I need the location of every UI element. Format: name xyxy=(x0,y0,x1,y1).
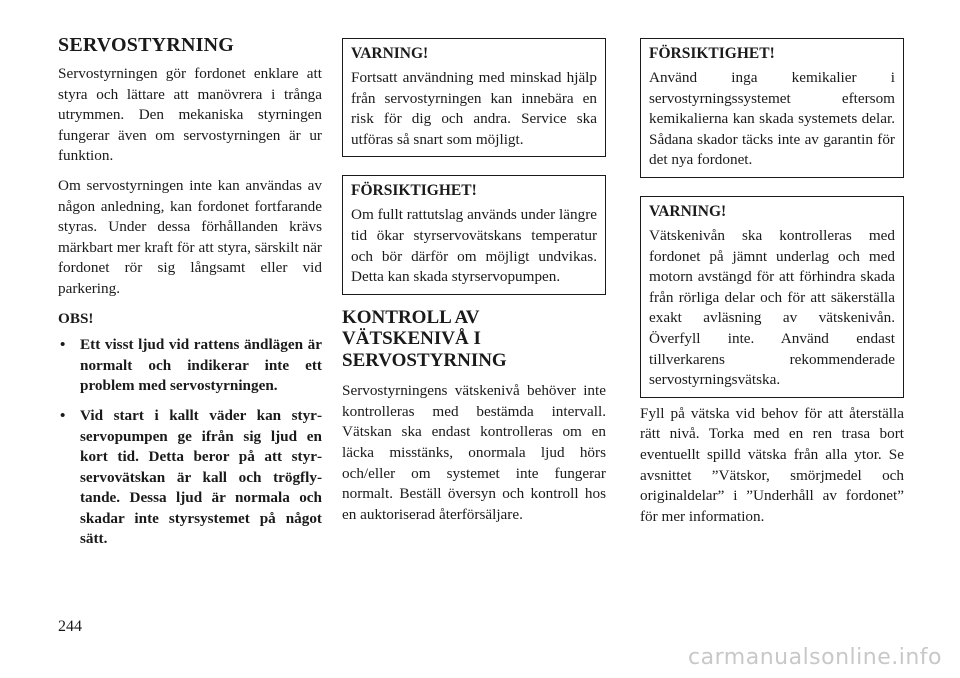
section-title-vatskeniva: KONTROLL AV VÄTSKENIVÅ I SERVOSTYRNING xyxy=(342,306,507,371)
bullet-icon: • xyxy=(60,406,66,424)
note-bullet-list xyxy=(58,335,322,550)
warning-text: Fortsatt användning med minskad hjälp från servostyrningen kan innebära en risk för dig och andra. Service ska utföras så snart som möjligt. xyxy=(351,69,597,148)
column-left xyxy=(58,30,322,559)
caution-text: Använd inga kemikalier i servostyrningssystemet eftersom kemikalierna kan skada systemets delar. Sådana skador täcks inte av garantin för det nya fordonet. xyxy=(649,69,895,169)
bullet-icon: • xyxy=(60,336,66,354)
warning-title: VARNING! xyxy=(351,45,429,62)
bullet-text: Vid start i kallt väder kan styrservopumpen ge ifrån sig ljud en kort tid. Detta beror på att styrservovätskan är kall och trögflytande. Dessa ljud är normala och skadar inte styrsystemet på något sätt. xyxy=(80,406,322,548)
column-middle xyxy=(342,38,606,525)
warning-text: Vätskenivån ska kontrolleras med fordonet på jämnt underlag och med motorn avstängd för att förhindra skada från rörliga delar och för att säkerställa exakt avläsning av vätskenivån. Överfyll inte. Använd endast tillverkarens rekommenderade servostyrningsvätska. xyxy=(649,226,895,389)
caution-title: FÖRSIKTIGHET! xyxy=(351,182,477,200)
failure-paragraph: Om servostyrningen inte kan användas av någon anledning, kan fordonet fortfarande styras. Under dessa förhållanden krävs märkbart mer kraft för att styra, särskilt när fordonet rör sig långsamt eller vid parkering. xyxy=(58,176,322,297)
intro-paragraph: Servostyrningen gör fordonet enklare att styra och lättare att manövrera i trånga utrymmen. Den mekaniska styrningen fungerar även om servostyrningen är ur funktion. xyxy=(58,65,322,165)
caution-box xyxy=(640,38,904,178)
caution-title: FÖRSIKTIGHET! xyxy=(649,45,775,62)
page-number: 244 xyxy=(58,618,82,635)
caution-text: Om fullt rattutslag används under längre tid ökar styrservovätskans temperatur och bör därför om möjligt undvikas. Detta kan skada styrservopumpen. xyxy=(351,206,597,286)
warning-box xyxy=(342,38,606,157)
caution-box xyxy=(342,175,606,294)
list-item xyxy=(58,406,322,550)
section-title-servostyrning: SERVOSTYRNING xyxy=(58,34,234,56)
fluid-check-paragraph: Servostyrningens vätskenivå behöver inte kontrolleras med bestämda intervall. Vätskan ska endast kontrolleras om en läcka misstänks, onormala ljud hörs och/eller om systemet inte fungerar normalt. Beställ översyn och kontroll hos en auktoriserad återförsäljare. xyxy=(342,382,606,523)
list-item xyxy=(58,335,322,397)
refill-paragraph: Fyll på vätska vid behov för att återställa rätt nivå. Torka med en ren trasa bort eventuellt spilld vätska från alla ytor. Se avsnittet ”Vätskor, smörjmedel och originaldelar” i ”Underhåll av fordonet” för mer information. xyxy=(640,404,904,525)
column-right xyxy=(640,38,904,527)
watermark: carmanualsonline.info xyxy=(688,645,942,670)
bullet-text: Ett visst ljud vid rattens ändlägen är normalt och indikerar inte ett problem med servostyrningen. xyxy=(80,336,322,395)
note-label: OBS! xyxy=(58,309,94,327)
warning-title: VARNING! xyxy=(649,202,727,220)
warning-box xyxy=(640,196,904,398)
